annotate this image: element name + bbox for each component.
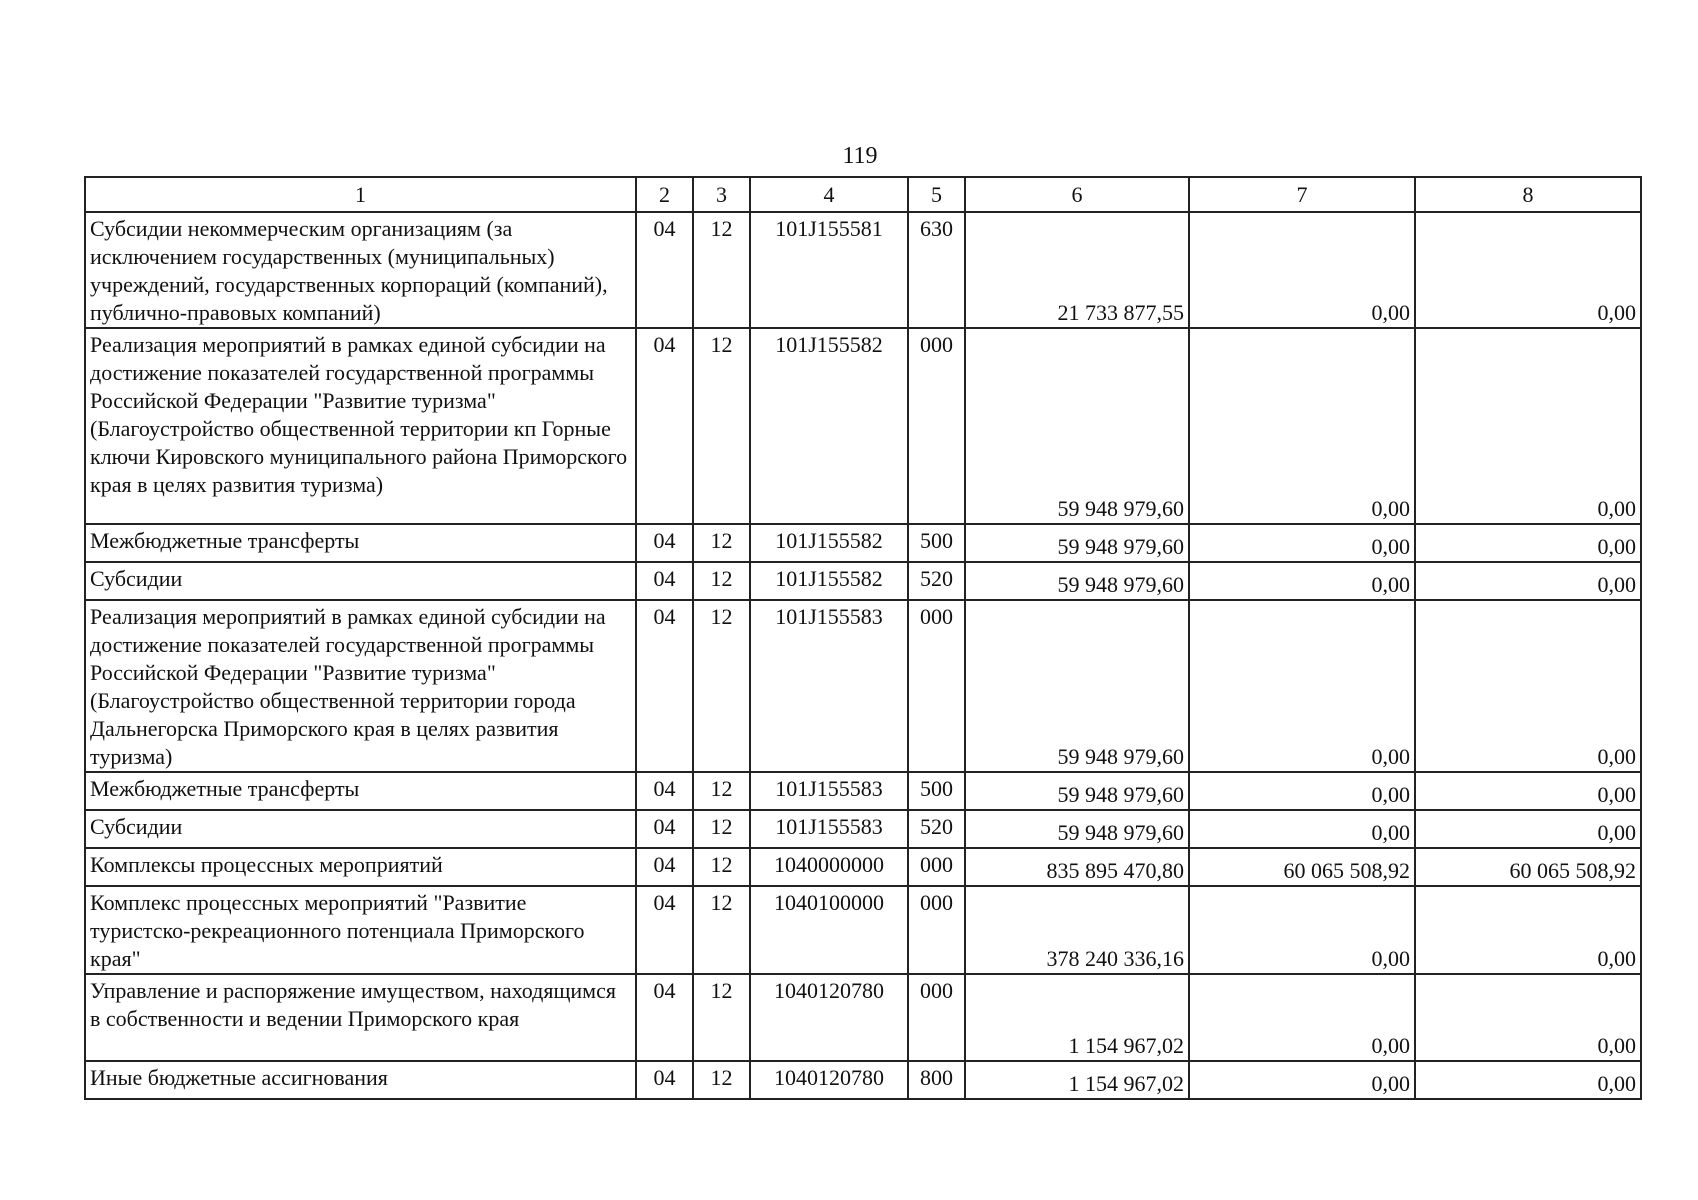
table-row bbox=[85, 562, 1641, 600]
row-name: Иные бюджетные ассигнования bbox=[85, 1061, 636, 1099]
amount-col7: 0,00 bbox=[1189, 886, 1415, 974]
amount-col7: 0,00 bbox=[1189, 212, 1415, 328]
table-row bbox=[85, 600, 1641, 772]
row-name: Комплекс процессных мероприятий "Развитие туристско-рекреационного потенциала Приморского края" bbox=[85, 886, 636, 974]
row-name: Комплексы процессных мероприятий bbox=[85, 848, 636, 886]
amount-col7: 0,00 bbox=[1189, 328, 1415, 524]
expense-type-code: 000 bbox=[908, 600, 965, 772]
amount-col8: 0,00 bbox=[1415, 886, 1641, 974]
target-article-code: 101J155581 bbox=[750, 212, 908, 328]
section-code: 04 bbox=[636, 810, 693, 848]
target-article-code: 1040000000 bbox=[750, 848, 908, 886]
expense-type-code: 000 bbox=[908, 974, 965, 1061]
target-article-code: 101J155583 bbox=[750, 772, 908, 810]
expense-type-code: 520 bbox=[908, 562, 965, 600]
column-header: 6 bbox=[965, 177, 1189, 212]
expense-type-code: 630 bbox=[908, 212, 965, 328]
row-name: Межбюджетные трансферты bbox=[85, 772, 636, 810]
subsection-code: 12 bbox=[693, 562, 750, 600]
column-header: 7 bbox=[1189, 177, 1415, 212]
row-name: Субсидии bbox=[85, 810, 636, 848]
section-code: 04 bbox=[636, 600, 693, 772]
amount-col8: 0,00 bbox=[1415, 1061, 1641, 1099]
row-name: Субсидии bbox=[85, 562, 636, 600]
amount-col6: 835 895 470,80 bbox=[965, 848, 1189, 886]
row-name: Управление и распоряжение имуществом, находящимся в собственности и ведении Приморского края bbox=[85, 974, 636, 1061]
subsection-code: 12 bbox=[693, 848, 750, 886]
section-code: 04 bbox=[636, 212, 693, 328]
subsection-code: 12 bbox=[693, 524, 750, 562]
amount-col6: 59 948 979,60 bbox=[965, 772, 1189, 810]
section-code: 04 bbox=[636, 524, 693, 562]
table-header-row bbox=[85, 177, 1641, 212]
amount-col7: 0,00 bbox=[1189, 974, 1415, 1061]
row-name: Субсидии некоммерческим организациям (за исключением государственных (муниципальных) учреждений, государственных корпораций (компаний), публично-правовых компаний) bbox=[85, 212, 636, 328]
amount-col6: 59 948 979,60 bbox=[965, 524, 1189, 562]
column-header: 5 bbox=[908, 177, 965, 212]
subsection-code: 12 bbox=[693, 772, 750, 810]
column-header: 3 bbox=[693, 177, 750, 212]
row-name: Межбюджетные трансферты bbox=[85, 524, 636, 562]
expense-type-code: 000 bbox=[908, 886, 965, 974]
section-code: 04 bbox=[636, 772, 693, 810]
subsection-code: 12 bbox=[693, 886, 750, 974]
section-code: 04 bbox=[636, 848, 693, 886]
amount-col8: 0,00 bbox=[1415, 600, 1641, 772]
amount-col8: 0,00 bbox=[1415, 974, 1641, 1061]
subsection-code: 12 bbox=[693, 974, 750, 1061]
amount-col6: 1 154 967,02 bbox=[965, 974, 1189, 1061]
amount-col6: 378 240 336,16 bbox=[965, 886, 1189, 974]
table-row bbox=[85, 772, 1641, 810]
target-article-code: 1040120780 bbox=[750, 974, 908, 1061]
table-row bbox=[85, 524, 1641, 562]
amount-col8: 0,00 bbox=[1415, 810, 1641, 848]
expense-type-code: 800 bbox=[908, 1061, 965, 1099]
subsection-code: 12 bbox=[693, 600, 750, 772]
amount-col6: 59 948 979,60 bbox=[965, 562, 1189, 600]
table-row bbox=[85, 1061, 1641, 1099]
table-row bbox=[85, 848, 1641, 886]
table-row bbox=[85, 974, 1641, 1061]
expense-type-code: 500 bbox=[908, 772, 965, 810]
page-number: 119 bbox=[842, 143, 878, 169]
row-name: Реализация мероприятий в рамках единой субсидии на достижение показателей государственной программы Российской Федерации "Развитие туризма" (Благоустройство общественной территории города Дальнегорска Приморского края в целях развития туризма) bbox=[85, 600, 636, 772]
column-header: 1 bbox=[85, 177, 636, 212]
section-code: 04 bbox=[636, 974, 693, 1061]
amount-col7: 0,00 bbox=[1189, 810, 1415, 848]
row-name: Реализация мероприятий в рамках единой субсидии на достижение показателей государственной программы Российской Федерации "Развитие туризма" (Благоустройство общественной территории кп Горные ключи Кировского муниципального района Приморского края в целях развития туризма) bbox=[85, 328, 636, 524]
target-article-code: 101J155583 bbox=[750, 810, 908, 848]
amount-col8: 0,00 bbox=[1415, 562, 1641, 600]
target-article-code: 101J155582 bbox=[750, 328, 908, 524]
target-article-code: 101J155582 bbox=[750, 524, 908, 562]
expense-type-code: 500 bbox=[908, 524, 965, 562]
expense-type-code: 520 bbox=[908, 810, 965, 848]
amount-col6: 59 948 979,60 bbox=[965, 810, 1189, 848]
column-header: 2 bbox=[636, 177, 693, 212]
expense-type-code: 000 bbox=[908, 848, 965, 886]
budget-table bbox=[84, 176, 1642, 1100]
target-article-code: 101J155583 bbox=[750, 600, 908, 772]
amount-col6: 59 948 979,60 bbox=[965, 328, 1189, 524]
target-article-code: 101J155582 bbox=[750, 562, 908, 600]
section-code: 04 bbox=[636, 562, 693, 600]
table-row bbox=[85, 328, 1641, 524]
subsection-code: 12 bbox=[693, 212, 750, 328]
amount-col8: 0,00 bbox=[1415, 328, 1641, 524]
table-row bbox=[85, 886, 1641, 974]
amount-col8: 0,00 bbox=[1415, 772, 1641, 810]
subsection-code: 12 bbox=[693, 1061, 750, 1099]
amount-col6: 1 154 967,02 bbox=[965, 1061, 1189, 1099]
amount-col6: 59 948 979,60 bbox=[965, 600, 1189, 772]
target-article-code: 1040120780 bbox=[750, 1061, 908, 1099]
amount-col7: 0,00 bbox=[1189, 772, 1415, 810]
subsection-code: 12 bbox=[693, 810, 750, 848]
section-code: 04 bbox=[636, 1061, 693, 1099]
expense-type-code: 000 bbox=[908, 328, 965, 524]
amount-col7: 0,00 bbox=[1189, 600, 1415, 772]
amount-col8: 0,00 bbox=[1415, 212, 1641, 328]
amount-col7: 0,00 bbox=[1189, 1061, 1415, 1099]
section-code: 04 bbox=[636, 886, 693, 974]
amount-col8: 0,00 bbox=[1415, 524, 1641, 562]
column-header: 8 bbox=[1415, 177, 1641, 212]
amount-col7: 0,00 bbox=[1189, 562, 1415, 600]
amount-col6: 21 733 877,55 bbox=[965, 212, 1189, 328]
column-header: 4 bbox=[750, 177, 908, 212]
amount-col8: 60 065 508,92 bbox=[1415, 848, 1641, 886]
target-article-code: 1040100000 bbox=[750, 886, 908, 974]
section-code: 04 bbox=[636, 328, 693, 524]
table-row bbox=[85, 212, 1641, 328]
amount-col7: 60 065 508,92 bbox=[1189, 848, 1415, 886]
amount-col7: 0,00 bbox=[1189, 524, 1415, 562]
table-row bbox=[85, 810, 1641, 848]
subsection-code: 12 bbox=[693, 328, 750, 524]
